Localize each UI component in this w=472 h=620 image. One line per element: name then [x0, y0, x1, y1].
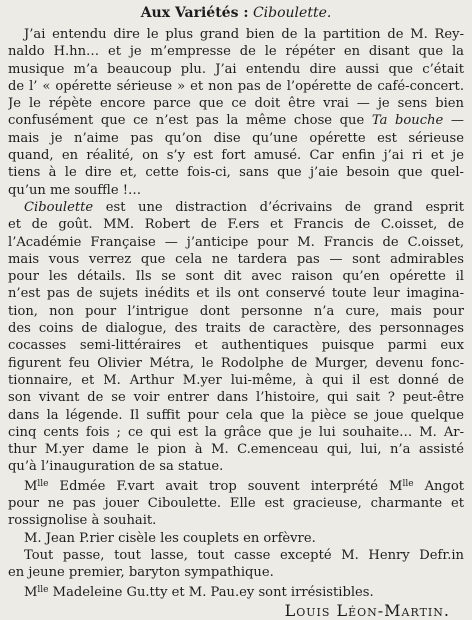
text-line: [8, 285, 464, 302]
text-line: [8, 182, 464, 199]
text-run: et de goût. MM. Robert de F.ers et Francis de C.oisset, de: [8, 217, 464, 233]
text-run: tion, non pour l’intrigue dont personne n’a cure, mais pour: [8, 303, 464, 319]
text-line: [8, 582, 464, 601]
text-run: thur M.yer dame le pion à M. C.emenceau qui, lui, n’a assisté: [8, 442, 464, 458]
section-heading: Aux Variétés :: [140, 5, 249, 21]
text-run: pour ne pas jouer Ciboulette. Elle est gracieuse, charmante et: [8, 496, 464, 512]
text-line: [8, 78, 464, 95]
text-line: [8, 112, 464, 129]
text-line: [8, 372, 464, 389]
paragraph: [8, 26, 464, 199]
text-run: tiens à le dire et, cette fois-ci, sans que j’aie besoin que quel-: [8, 165, 464, 181]
text-line: [8, 512, 464, 529]
paragraph: [8, 530, 464, 547]
title-abbrev: lle: [402, 478, 414, 489]
text-run: dans la légende. Il suffit pour cela que la pièce se joue quelque: [8, 407, 464, 423]
text-line: [8, 43, 464, 60]
text-line: [8, 547, 464, 564]
text-run: —: [443, 113, 464, 129]
text-line: [8, 564, 464, 581]
paragraph: [8, 476, 464, 530]
text-run: qu’à l’inauguration de sa statue.: [8, 459, 224, 475]
text-run: quand, en réalité, on s’y est fort amusé. Car enfin j’ai ri et je: [8, 148, 464, 164]
text-line: [8, 61, 464, 78]
text-run: qu’un me souffle !…: [8, 182, 142, 198]
text-line: [8, 320, 464, 337]
title-abbrev: lle: [37, 478, 49, 489]
text-run: l’Académie Française — j’anticipe pour M. Francis de C.oisset,: [8, 234, 464, 250]
text-line: [8, 458, 464, 475]
text-run: J’ai entendu dire le plus grand bien de la partition de M. Rey-: [24, 27, 464, 42]
text-line: [8, 251, 464, 268]
text-run: de l’ « opérette sérieuse » et non pas de l’opérette de café-concert.: [8, 78, 464, 94]
author-signature: Louis Léon-Martin.: [284, 600, 450, 620]
text-line: [8, 234, 464, 251]
text-line: [8, 147, 464, 164]
article-title: [8, 4, 464, 22]
text-line: [8, 199, 464, 216]
paragraph: [8, 547, 464, 582]
text-run: confusément que ce n’est pas la même chose que: [8, 113, 372, 129]
play-title: Ciboulette.: [252, 5, 332, 21]
text-run: naldo H.hn… et je m’empresse de le répéter en disant que la: [8, 44, 464, 60]
text-run: M. Jean P.rier cisèle les couplets en orfèvre.: [24, 530, 316, 546]
text-line: [8, 355, 464, 372]
text-run: des coins de dialogue, des traits de caractère, des personnages: [8, 321, 464, 337]
text-run: cocasses semi-littéraires et authentiques puisque parmi eux: [8, 338, 464, 354]
text-line: [8, 476, 464, 495]
text-run: n’est pas de sujets inédits et ils ont conservé toute leur imagina-: [8, 286, 464, 302]
text-line: [8, 303, 464, 320]
text-run: Tout passe, tout lasse, tout casse excepté M. Henry Defr.in: [24, 547, 464, 563]
text-line: [8, 389, 464, 406]
text-line: [8, 216, 464, 233]
paragraph: [8, 582, 464, 601]
text-run: M: [24, 584, 38, 600]
text-run: mais je n’aime pas qu’on dise qu’une opérette est sérieuse: [8, 130, 464, 146]
text-line: [8, 337, 464, 354]
text-run: en jeune premier, baryton sympathique.: [8, 565, 274, 581]
text-run: M: [24, 478, 38, 494]
text-line: [8, 95, 464, 112]
text-run: pour les détails. Ils se sont dit avec raison qu’en opérette il: [8, 269, 464, 285]
paragraph: [8, 199, 464, 476]
text-run: rossignolise à souhait.: [8, 513, 157, 529]
text-run: est une distraction d’écrivains de grand esprit: [93, 199, 464, 215]
text-line: [8, 26, 464, 43]
text-run: mais vous verrez que cela ne tardera pas — sont admirables: [8, 251, 464, 267]
text-line: [8, 441, 464, 458]
article-body: [8, 26, 464, 601]
text-line: [8, 268, 464, 285]
text-line: [8, 495, 464, 512]
text-run: musique m’a beaucoup plu. J’ai entendu dire aussi que c’était: [8, 61, 464, 77]
text-run: Je le répète encore parce que ce doit être vrai — je sens bien: [8, 96, 464, 112]
text-line: [8, 424, 464, 441]
text-line: [8, 164, 464, 181]
italic-title: Ciboulette: [24, 199, 94, 215]
text-run: tionnaire, et M. Arthur M.yer lui-même, à qui il est donné de: [8, 372, 464, 388]
text-run: son vivant de se voir entrer dans l’histoire, qui sait ? peut-être: [8, 390, 464, 406]
text-line: [8, 407, 464, 424]
italic-title: Ta bouche: [371, 113, 444, 129]
text-run: Angot: [413, 478, 464, 494]
text-run: Edmée F.vart avait trop souvent interprété M: [48, 478, 403, 494]
title-abbrev: lle: [37, 584, 49, 595]
text-line: [8, 530, 464, 547]
text-run: cinq cents fois ; ce qui est la grâce que je lui souhaite… M. Ar-: [8, 424, 464, 440]
text-run: figurent feu Olivier Métra, le Rodolphe de Murger, devenu fonc-: [8, 355, 464, 371]
text-run: Madeleine Gu.tty et M. Pau.ey sont irrésistibles.: [48, 584, 374, 600]
text-line: [8, 130, 464, 147]
